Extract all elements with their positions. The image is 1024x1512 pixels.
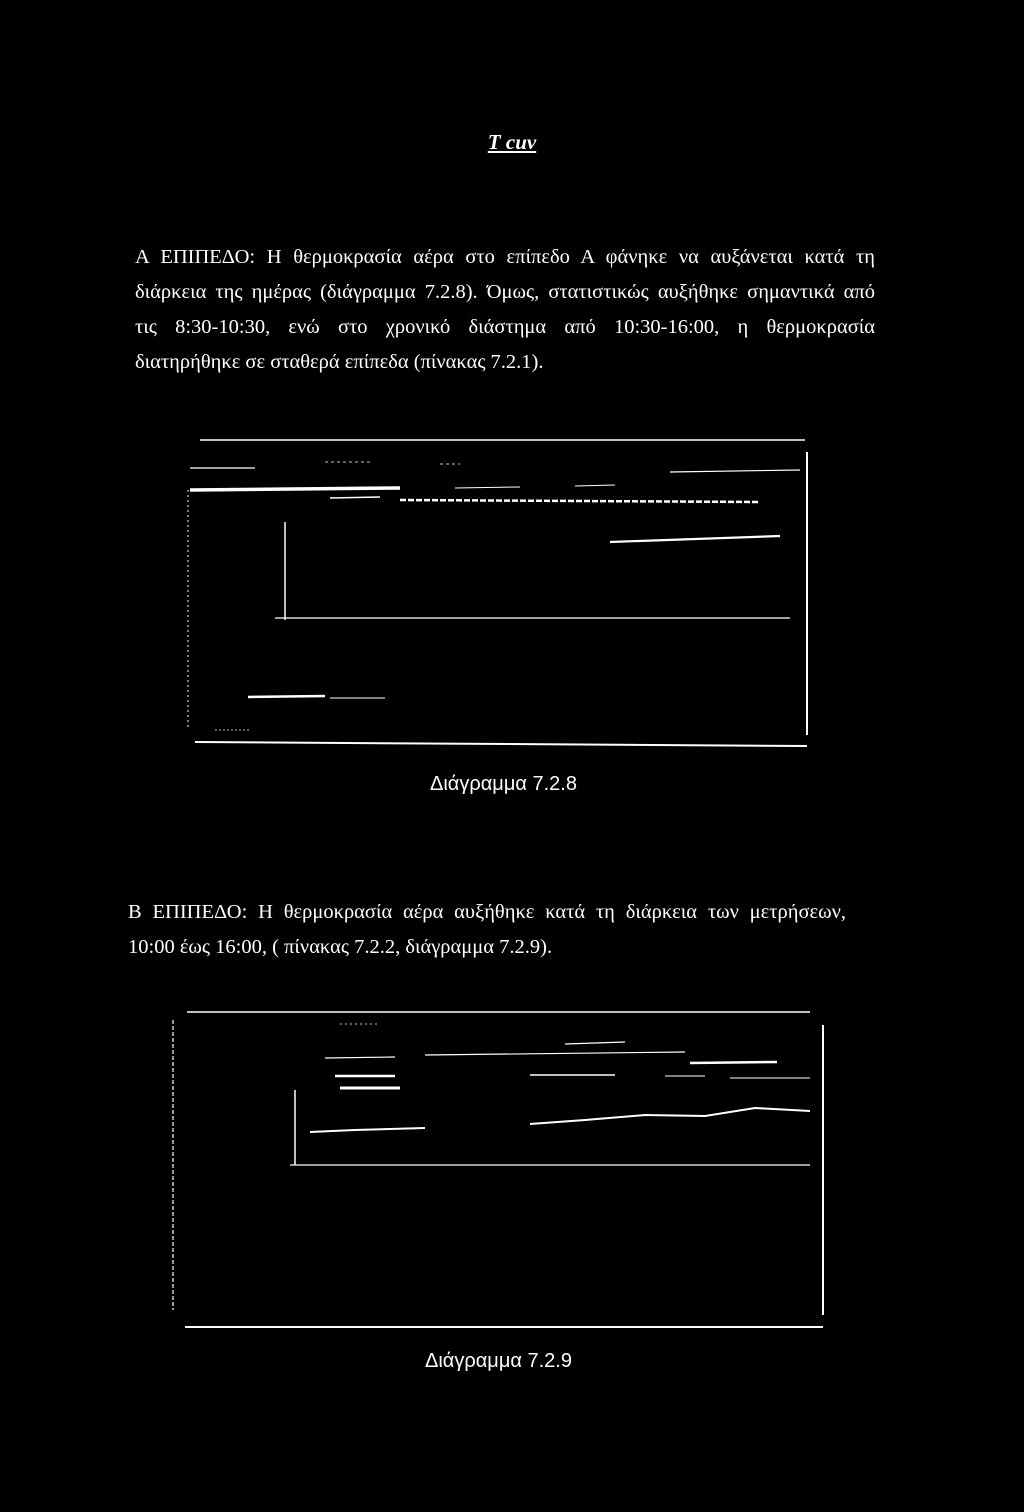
- diagram-7-2-8-lines: [180, 430, 820, 760]
- diagram-7-2-9-lines: [165, 1000, 835, 1335]
- paragraph-line: 10:00 έως 16:00, ( πίνακας 7.2.2, διάγραμμα 7.2.9).: [128, 936, 553, 958]
- section-a-paragraph: [135, 240, 875, 380]
- diagram-7-2-9-caption: Διάγραμμα 7.2.9: [425, 1350, 572, 1372]
- paragraph-line: Α ΕΠΙΠΕΔΟ: Η θερμοκρασία αέρα στο επίπεδο Α φάνηκε να αυξάνεται κατά τη: [135, 246, 875, 268]
- paragraph-line: διατηρήθηκε σε σταθερά επίπεδα (πίνακας 7.2.1).: [135, 351, 544, 373]
- diagram-7-2-8-caption: Διάγραμμα 7.2.8: [430, 773, 577, 795]
- frame-bottom: [195, 742, 807, 746]
- diagram-7-2-9-figure: [165, 1000, 835, 1335]
- paragraph-line: Β ΕΠΙΠΕΔΟ: Η θερμοκρασία αέρα αυξήθηκε κατά τη διάρκεια των μετρήσεων,: [128, 901, 846, 923]
- paragraph-line: διάρκεια της ημέρας (διάγραμμα 7.2.8). Όμως, στατιστικώς αυξήθηκε σημαντικά από: [135, 281, 875, 303]
- paragraph-line: τις 8:30-10:30, ενώ στο χρονικό διάστημα από 10:30-16:00, η θερμοκρασία: [135, 316, 875, 338]
- diagram-7-2-8-figure: [180, 430, 820, 760]
- section-b-paragraph: [128, 895, 846, 965]
- page-heading: T cuv: [487, 130, 537, 154]
